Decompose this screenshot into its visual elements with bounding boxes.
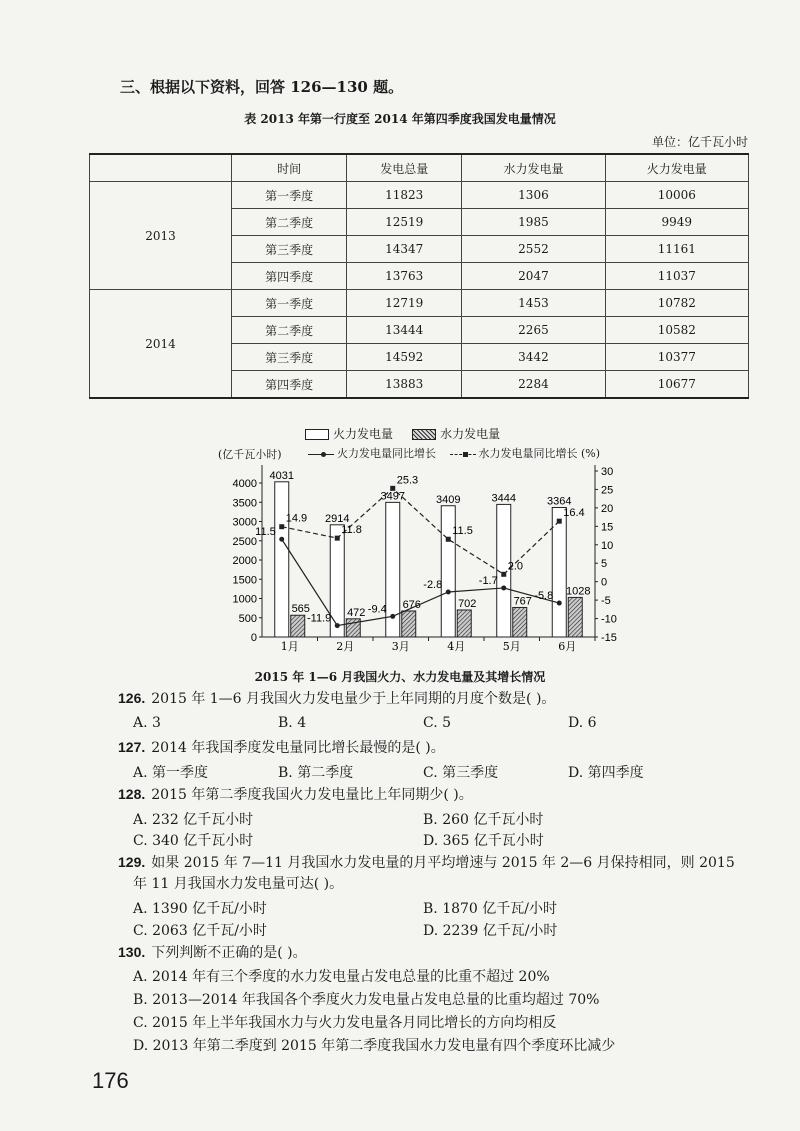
question-text: 2015 年 1—6 月我国火力发电量少于上年同期的月度个数是( )。 [151, 691, 556, 707]
option-d[interactable]: D. 6 [568, 715, 597, 731]
thermal-bar [552, 507, 566, 637]
right-tick-label: 25 [601, 484, 614, 497]
option-c[interactable]: C. 5 [423, 715, 452, 731]
page-number: 176 [92, 1068, 129, 1093]
chart-left-unit: (亿千瓦小时) [218, 448, 282, 461]
category-label: 1月 [280, 640, 299, 653]
hydro-bar [402, 611, 416, 637]
table-cell: 9949 [605, 209, 748, 236]
thermal-growth-point [446, 589, 451, 594]
table-cell: 2284 [462, 371, 605, 399]
hydro-value-label: 1028 [566, 585, 591, 598]
option-a[interactable]: A. 3 [133, 715, 161, 731]
year-cell: 2014 [90, 290, 232, 399]
hydro-growth-label: 2.0 [507, 560, 524, 573]
chart-legend-bars [305, 425, 500, 442]
table-cell: 13883 [347, 371, 462, 399]
question-126 [118, 688, 555, 709]
hydro-growth-point [557, 519, 562, 524]
right-tick-label: 30 [601, 466, 614, 478]
year-cell: 2013 [90, 182, 232, 290]
table-cell: 10782 [605, 290, 748, 317]
table-cell: 13763 [347, 263, 462, 290]
thermal-bar [275, 482, 289, 637]
table-cell: 第四季度 [232, 371, 347, 399]
thermal-value-label: 2914 [325, 512, 350, 525]
table-cell: 3442 [462, 344, 605, 371]
option-b[interactable]: B. 4 [278, 715, 307, 731]
table-cell: 1306 [462, 182, 605, 209]
table-header-row [90, 154, 749, 182]
category-label: 3月 [391, 640, 410, 653]
table-cell: 11037 [605, 263, 748, 290]
legend-hydro: 水力发电量 [440, 427, 501, 441]
left-tick-label: 3500 [232, 497, 257, 510]
table-cell: 第三季度 [232, 344, 347, 371]
option-d[interactable]: D. 第四季度 [568, 765, 644, 781]
question-127 [118, 737, 445, 758]
hydro-bar [513, 607, 527, 637]
thermal-growth-point [390, 614, 395, 619]
legend-thermal: 火力发电量 [333, 427, 394, 441]
table-cell: 14592 [347, 344, 462, 371]
table-row [90, 290, 749, 317]
thermal-value-label: 3409 [436, 493, 461, 506]
table-cell: 10677 [605, 371, 748, 399]
thermal-growth-label: -1.7 [478, 574, 498, 587]
thermal-bar [330, 525, 344, 637]
section-heading: 三、根据以下资料，回答 126—130 题。 [120, 78, 404, 96]
option-a[interactable]: A. 232 亿千瓦小时 [133, 812, 254, 828]
question-text: 如果 2015 年 7—11 月我国水力发电量的月平均增速与 2015 年 2—6 月保持相同，则 2015 [151, 855, 735, 871]
thermal-value-label: 4031 [269, 469, 294, 482]
left-tick-label: 2500 [232, 535, 257, 548]
option-b[interactable]: B. 1870 亿千瓦/小时 [423, 901, 557, 917]
right-tick-label: -15 [601, 632, 617, 644]
option-d[interactable]: D. 2239 亿千瓦/小时 [423, 923, 558, 939]
question-number: 126. [118, 690, 146, 706]
option-a[interactable]: A. 第一季度 [133, 765, 209, 781]
thermal-growth-label: -11.9 [306, 612, 332, 625]
question-number: 128. [118, 786, 146, 802]
option-a[interactable]: A. 2014 年有三个季度的水力发电量占发电总量的比重不超过 20% [133, 969, 550, 985]
hydro-growth-point [501, 572, 506, 577]
table-unit: 单位：亿千瓦小时 [651, 135, 748, 149]
question-129-line2: 年 11 月我国水力发电量可达( )。 [133, 876, 344, 892]
question-text: 下列判断不正确的是( )。 [151, 945, 307, 961]
category-label: 5月 [502, 640, 521, 653]
header-time: 时间 [232, 154, 347, 182]
hydro-growth-label: 11.8 [341, 524, 362, 537]
table-cell: 第三季度 [232, 236, 347, 263]
table-cell: 第一季度 [232, 182, 347, 209]
thermal-value-label: 3497 [380, 490, 405, 503]
hydro-bar [568, 597, 582, 637]
chart-right-unit: (%) [581, 447, 601, 460]
thermal-growth-point [501, 585, 506, 590]
power-generation-table [89, 153, 749, 399]
hydro-growth-label: 11.5 [452, 525, 473, 538]
table-cell: 第四季度 [232, 263, 347, 290]
left-tick-label: 1000 [232, 593, 257, 606]
left-tick-label: 4000 [232, 478, 257, 490]
table-cell: 第二季度 [232, 209, 347, 236]
option-b[interactable]: B. 260 亿千瓦小时 [423, 812, 544, 828]
question-130 [118, 942, 307, 963]
table-cell: 13444 [347, 317, 462, 344]
thermal-growth-point [279, 537, 284, 542]
right-tick-label: -10 [601, 613, 617, 626]
option-c[interactable]: C. 2063 亿千瓦/小时 [133, 923, 267, 939]
right-tick-label: 20 [601, 502, 614, 515]
table-cell: 1985 [462, 209, 605, 236]
hydro-bar [291, 615, 305, 637]
hydro-growth-point [446, 537, 451, 542]
table-cell: 第一季度 [232, 290, 347, 317]
question-text: 2015 年第二季度我国火力发电量比上年同期少( )。 [151, 787, 473, 803]
table-cell: 第二季度 [232, 317, 347, 344]
thermal-growth-point [557, 601, 562, 606]
left-tick-label: 3000 [232, 516, 257, 529]
table-cell: 10582 [605, 317, 748, 344]
option-c[interactable]: C. 2015 年上半年我国水力与火力发电量各月同比增长的方向均相反 [133, 1015, 557, 1031]
header-thermal: 火力发电量 [605, 154, 748, 182]
legend-thermal-growth: 火力发电量同比增长 [337, 447, 436, 460]
hydro-growth-point [279, 524, 284, 529]
option-b[interactable]: B. 第二季度 [278, 765, 354, 781]
thermal-value-label: 3444 [491, 492, 516, 505]
left-tick-label: 0 [250, 632, 257, 644]
thermal-legend-swatch [305, 429, 329, 440]
thermal-growth-label: 11.5 [255, 526, 276, 539]
question-128 [118, 784, 473, 805]
table-title: 表 2013 年第一行度至 2014 年第四季度我国发电量情况 [244, 112, 556, 126]
right-tick-label: 10 [601, 539, 614, 552]
table-cell: 11161 [605, 236, 748, 263]
table-cell: 12719 [347, 290, 462, 317]
hydro-value-label: 702 [458, 597, 477, 610]
table-row [90, 182, 749, 209]
left-tick-label: 500 [238, 612, 257, 625]
category-label: 2月 [336, 640, 355, 653]
option-c[interactable]: C. 340 亿千瓦小时 [133, 833, 254, 849]
table-cell: 12519 [347, 209, 462, 236]
hydro-value-label: 472 [347, 606, 366, 619]
right-tick-label: 0 [601, 576, 608, 589]
hydro-bar [457, 610, 471, 637]
hydro-value-label: 565 [291, 603, 310, 616]
header-total: 发电总量 [347, 154, 462, 182]
option-b[interactable]: B. 2013—2014 年我国各个季度火力发电量占发电总量的比重均超过 70% [133, 992, 600, 1008]
category-label: 6月 [558, 640, 577, 653]
option-d[interactable]: D. 2013 年第二季度到 2015 年第二季度我国水力发电量有四个季度环比减少 [133, 1038, 616, 1054]
legend-hydro-growth: 水力发电量同比增长 [478, 447, 578, 460]
table-cell: 10377 [605, 344, 748, 371]
left-tick-label: 1500 [232, 574, 257, 587]
question-number: 130. [118, 944, 146, 960]
question-129 [118, 852, 735, 873]
thermal-growth-label: -5.8 [534, 590, 554, 603]
thermal-value-label: 3364 [547, 495, 572, 508]
table-cell: 10006 [605, 182, 748, 209]
hydro-value-label: 676 [402, 598, 421, 611]
right-tick-label: -5 [601, 595, 611, 608]
hydro-growth-label: 16.4 [563, 507, 585, 520]
question-text: 2014 年我国季度发电量同比增长最慢的是( )。 [151, 740, 445, 756]
header-hydro: 水力发电量 [462, 154, 605, 182]
thermal-growth-label: -9.4 [367, 603, 387, 616]
hydro-growth-point [390, 486, 395, 491]
category-label: 4月 [447, 640, 466, 653]
monthly-power-chart [210, 455, 640, 665]
table-cell: 2552 [462, 236, 605, 263]
hydro-growth-label: 14.9 [285, 512, 308, 525]
option-d[interactable]: D. 365 亿千瓦小时 [423, 833, 544, 849]
thermal-growth-label: -2.8 [423, 578, 443, 591]
option-c[interactable]: C. 第三季度 [423, 765, 499, 781]
left-tick-label: 2000 [232, 555, 257, 567]
right-tick-label: 5 [601, 558, 608, 571]
hydro-growth-point [335, 536, 340, 541]
table-cell: 2047 [462, 263, 605, 290]
chart-caption: 2015 年 1—6 月我国火力、水力发电量及其增长情况 [254, 670, 546, 684]
thermal-growth-point [335, 623, 340, 628]
option-a[interactable]: A. 1390 亿千瓦/小时 [133, 901, 267, 917]
hydro-value-label: 767 [513, 595, 532, 608]
table-cell: 2265 [462, 317, 605, 344]
table-cell: 11823 [347, 182, 462, 209]
table-cell: 14347 [347, 236, 462, 263]
table-cell: 1453 [462, 290, 605, 317]
hydro-growth-label: 25.3 [396, 474, 419, 487]
question-number: 129. [118, 854, 146, 870]
right-tick-label: 15 [601, 521, 614, 534]
header-corner [90, 154, 232, 182]
hydro-legend-swatch [412, 429, 436, 440]
question-number: 127. [118, 739, 146, 755]
